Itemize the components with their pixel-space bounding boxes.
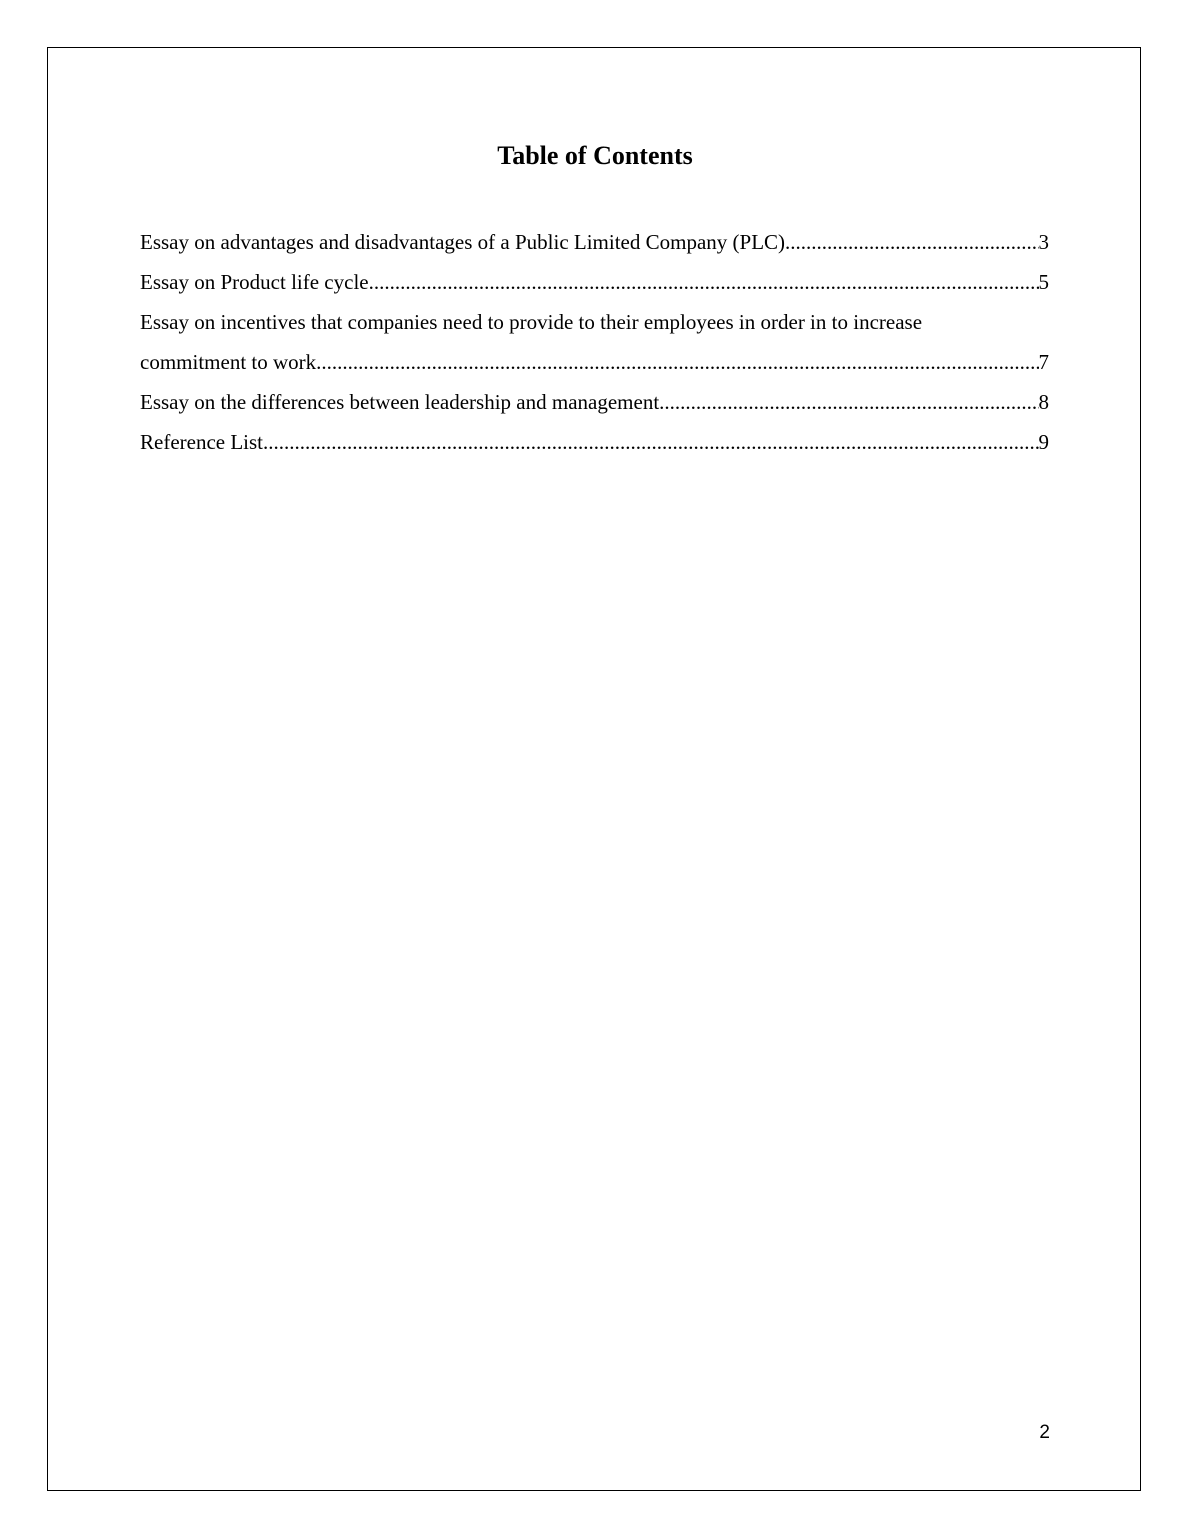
toc-page-number: 3 — [1038, 230, 1049, 254]
toc-entry-title-line2: commitment to work — [140, 350, 317, 374]
toc-entry-product-life-cycle[interactable] — [140, 262, 1049, 302]
toc-line — [140, 382, 1049, 422]
toc-page-number: 8 — [1038, 390, 1049, 414]
toc-dot-leader — [316, 342, 1038, 382]
toc-dot-leader — [369, 262, 1039, 302]
toc-page-number: 9 — [1038, 430, 1049, 454]
toc-dot-leader — [263, 422, 1038, 462]
toc-entry-title-line1: Essay on incentives that companies need to provide to their employees in order in to increase — [140, 310, 923, 334]
toc-line — [140, 422, 1049, 462]
toc-page-number: 5 — [1038, 270, 1049, 294]
toc-entry-reference-list[interactable] — [140, 422, 1049, 462]
toc-dot-leader — [785, 222, 1038, 262]
toc-line — [140, 222, 1049, 262]
toc-dot-leader — [659, 382, 1038, 422]
table-of-contents — [140, 222, 1049, 462]
toc-entry-title: Essay on Product life cycle — [140, 270, 369, 294]
toc-entry-plc[interactable] — [140, 222, 1049, 262]
toc-page-number: 7 — [1038, 350, 1049, 374]
toc-entry-leadership-management[interactable] — [140, 382, 1049, 422]
page-number: 2 — [1039, 1422, 1050, 1443]
toc-entry-title: Essay on advantages and disadvantages of a Public Limited Company (PLC) — [140, 230, 786, 254]
toc-line — [140, 342, 1049, 382]
toc-entry-title: Essay on the differences between leadership and management — [140, 390, 660, 414]
page-title: Table of Contents — [497, 141, 693, 170]
toc-entry-incentives[interactable] — [140, 302, 1049, 382]
toc-line — [140, 262, 1049, 302]
toc-line — [140, 302, 1049, 342]
toc-entry-title: Reference List — [140, 430, 264, 454]
